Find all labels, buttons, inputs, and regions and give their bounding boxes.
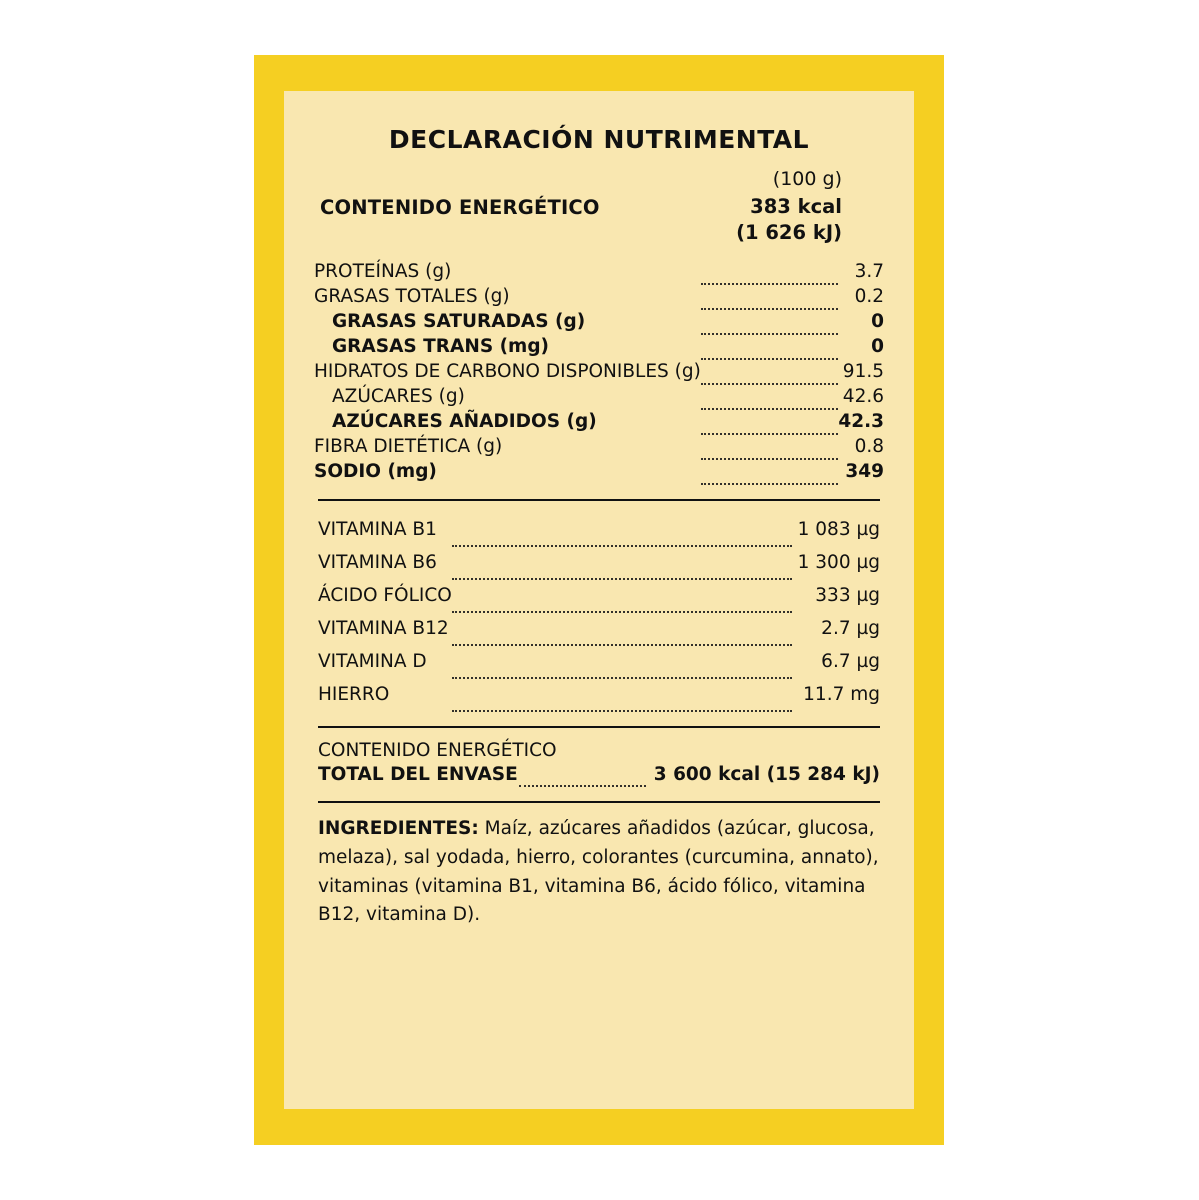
vitamin-name: VITAMINA B12 — [318, 618, 449, 640]
vitamin-value: 1 083 µg — [797, 519, 880, 541]
dot-leader — [701, 379, 839, 404]
nutrient-name: HIDRATOS DE CARBONO DISPONIBLES (g) — [314, 361, 701, 383]
nutrient-value: 0 — [871, 336, 884, 358]
energy-kcal: 383 kcal — [750, 195, 842, 218]
nutrients-table — [314, 259, 884, 485]
dot-leader — [701, 454, 839, 479]
nutrient-value: 42.6 — [842, 386, 884, 408]
table-row — [314, 678, 884, 711]
nutrient-value: 91.5 — [842, 361, 884, 383]
divider-after-vitamins — [318, 726, 880, 728]
nutrition-label-card — [254, 55, 944, 1145]
ingredients-heading: INGREDIENTES: — [318, 818, 479, 840]
dot-leader — [452, 541, 792, 574]
nutrient-value: 0.8 — [854, 436, 884, 458]
nutrient-name: GRASAS TOTALES (g) — [314, 286, 510, 308]
nutrient-name: GRASAS SATURADAS (g) — [332, 311, 586, 333]
total-energy-table — [314, 763, 884, 787]
energy-label: CONTENIDO ENERGÉTICO — [320, 196, 600, 219]
dot-leader — [519, 758, 646, 781]
vitamin-name: HIERRO — [318, 684, 390, 706]
page-title: DECLARACIÓN NUTRIMENTAL — [388, 125, 810, 154]
dot-leader — [452, 673, 792, 706]
vitamin-value: 2.7 µg — [821, 618, 880, 640]
dot-leader — [701, 279, 839, 304]
nutrient-value: 3.7 — [854, 261, 884, 283]
total-package-value: 3 600 kcal (15 284 kJ) — [653, 764, 880, 786]
energy-kj: (1 626 kJ) — [736, 220, 842, 244]
nutrient-value: 0 — [871, 311, 884, 333]
nutrient-name: AZÚCARES AÑADIDOS (g) — [332, 411, 597, 433]
vitamin-value: 6.7 µg — [821, 651, 880, 673]
dot-leader — [701, 254, 839, 279]
dot-leader — [701, 304, 839, 329]
dot-leader — [452, 508, 792, 541]
dot-leader — [452, 574, 792, 607]
energy-row — [314, 194, 884, 245]
vitamin-name: VITAMINA B1 — [318, 519, 437, 541]
ingredients-text: Maíz, azúcares añadidos (azúcar, glucosa, melaza), sal yodada, hierro, colorantes (curcumina, annato), vitaminas (vitamina B1, vitamina B6, ácido fólico, vitamina B12, vitamina D). — [318, 818, 879, 926]
vitamin-value: 1 300 µg — [797, 552, 880, 574]
nutrient-name: PROTEÍNAS (g) — [314, 261, 452, 283]
dot-leader — [452, 640, 792, 673]
nutrient-value: 0.2 — [854, 286, 884, 308]
dot-leader — [452, 607, 792, 640]
divider-after-nutrients — [318, 499, 880, 501]
table-row — [314, 459, 884, 484]
vitamin-name: ÁCIDO FÓLICO — [318, 585, 452, 607]
nutrient-name: FIBRA DIETÉTICA (g) — [314, 436, 503, 458]
total-package-label: TOTAL DEL ENVASE — [318, 764, 518, 786]
nutrient-value: 42.3 — [838, 411, 884, 433]
dot-leader — [701, 354, 839, 379]
divider-after-total — [318, 801, 880, 803]
nutrient-value: 349 — [845, 461, 884, 483]
vitamin-name: VITAMINA B6 — [318, 552, 437, 574]
nutrient-name: GRASAS TRANS (mg) — [332, 336, 550, 358]
nutrient-name: SODIO (mg) — [314, 461, 437, 483]
portion-size: (100 g) — [772, 168, 842, 190]
dot-leader — [701, 404, 839, 429]
nutrition-label-inner — [284, 91, 914, 1109]
dot-leader — [701, 329, 839, 354]
total-energy-block — [314, 740, 884, 787]
vitamins-table — [314, 513, 884, 712]
vitamin-value: 11.7 mg — [803, 684, 880, 706]
vitamin-name: VITAMINA D — [318, 651, 427, 673]
ingredients-block — [314, 815, 884, 930]
dot-leader — [701, 429, 839, 454]
vitamin-value: 333 µg — [815, 585, 880, 607]
table-row — [314, 763, 884, 786]
total-energy-label: CONTENIDO ENERGÉTICO — [318, 740, 557, 762]
nutrient-name: AZÚCARES (g) — [332, 386, 465, 408]
energy-values — [736, 194, 874, 245]
